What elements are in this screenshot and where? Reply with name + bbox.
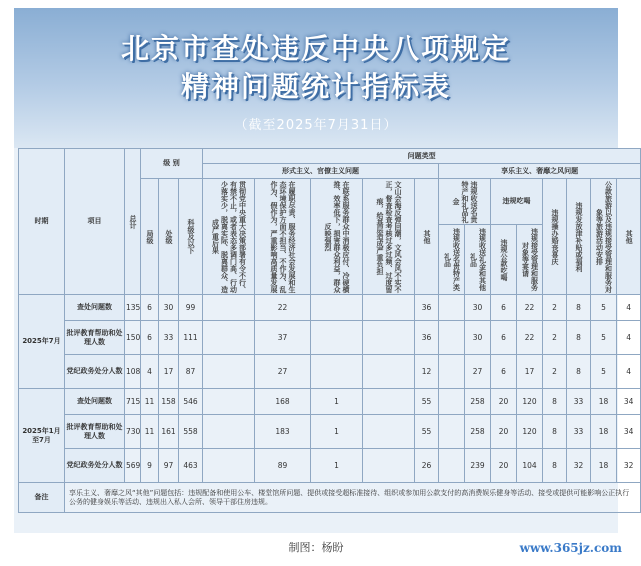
level-bureau-label: 局级	[146, 229, 154, 244]
formalism-col-2	[255, 179, 311, 295]
level-division-header	[159, 179, 179, 295]
data-cell: 258	[465, 415, 491, 449]
formalism-other	[415, 179, 439, 295]
note-text: 享乐主义、奢靡之风“其他”问题包括：违规配备和使用公车、楼堂馆所问题、提供或接受超标准接待、组织或参加用公款支付的高消费娱乐健身等活动、接受或提供可能影响公正执行公务的健身娱乐等活动、违规出入私人会所、领导干部住房违规。	[65, 483, 641, 513]
data-cell: 158	[159, 389, 179, 415]
row-item-label: 批评教育帮助和处理人数	[65, 415, 125, 449]
data-cell	[439, 415, 465, 449]
travel-header	[591, 179, 617, 295]
data-cell: 5	[591, 355, 617, 389]
data-cell: 8	[567, 295, 591, 321]
data-cell: 1	[311, 449, 363, 483]
row-item-label: 查处问题数	[65, 295, 125, 321]
formalism-col-1-label: 贯彻党中央重大决策部署有令不行、有禁不止，或者表态多调门高、行动少落实少，脱离实际、脱离群众、造成严重后果	[211, 180, 247, 293]
formalism-header: 形式主义、官僚主义问题	[203, 164, 439, 179]
data-cell: 2	[543, 321, 567, 355]
data-cell: 135	[125, 295, 141, 321]
data-cell	[439, 355, 465, 389]
data-cell	[363, 355, 415, 389]
data-cell: 17	[517, 355, 543, 389]
data-cell	[363, 295, 415, 321]
data-cell: 108	[125, 355, 141, 389]
credit-caption: 制图：杨盼	[288, 541, 344, 554]
hedonism-other	[617, 179, 641, 295]
data-cell	[439, 389, 465, 415]
data-cell	[203, 415, 255, 449]
data-cell: 87	[179, 355, 203, 389]
data-cell: 8	[543, 389, 567, 415]
data-cell: 32	[567, 449, 591, 483]
level-division-label: 处级	[165, 229, 173, 244]
data-cell: 5	[591, 321, 617, 355]
weddings-label: 违规操办婚丧喜庆	[551, 208, 560, 265]
data-cell: 8	[567, 355, 591, 389]
level-section-header	[179, 179, 203, 295]
table-row	[19, 415, 641, 449]
statistics-table	[18, 148, 641, 513]
allowance-label: 违规发放津补贴或福利	[575, 201, 584, 272]
banquet-col-2-label: 违规接受管理和服务对象等宴请	[521, 228, 539, 291]
data-cell: 558	[179, 415, 203, 449]
data-cell: 33	[159, 321, 179, 355]
table-row	[19, 389, 641, 415]
formalism-col-4	[363, 179, 415, 295]
note-row	[19, 483, 641, 513]
data-cell: 33	[567, 415, 591, 449]
data-cell: 6	[491, 321, 517, 355]
data-cell: 2	[543, 355, 567, 389]
data-cell: 18	[591, 415, 617, 449]
data-cell: 37	[255, 321, 311, 355]
hedonism-header: 享乐主义、奢靡之风问题	[439, 164, 641, 179]
data-cell: 32	[617, 449, 641, 483]
data-cell: 4	[141, 355, 159, 389]
total-header	[125, 149, 141, 295]
gifts-group-header	[439, 179, 491, 225]
formalism-col-4-label: 文山会海反弹回潮，文风会风不实不正，督查检查考核过多过频、过度留痕，给基层造成严重负担	[376, 180, 403, 293]
title-line-1: 北京市查处违反中央八项规定	[120, 32, 511, 65]
row-item-label: 查处问题数	[65, 389, 125, 415]
data-cell	[439, 321, 465, 355]
title-line-2: 精神问题统计指标表	[180, 70, 451, 103]
poster-header	[14, 8, 618, 148]
gift-col-2-label: 违规收送礼金和其他礼品	[469, 228, 487, 291]
data-cell: 120	[517, 415, 543, 449]
data-cell: 463	[179, 449, 203, 483]
data-cell: 55	[415, 389, 439, 415]
data-cell: 89	[255, 449, 311, 483]
data-cell: 715	[125, 389, 141, 415]
level-bureau-header	[141, 179, 159, 295]
data-cell	[439, 295, 465, 321]
gift-col-1-label: 违规收送名贵特产类礼品	[443, 228, 461, 291]
table-row	[19, 355, 641, 389]
data-cell: 30	[159, 295, 179, 321]
data-cell: 34	[617, 415, 641, 449]
data-cell: 20	[491, 415, 517, 449]
data-cell: 104	[517, 449, 543, 483]
level-section-label: 科级及以下	[187, 219, 196, 254]
data-cell: 12	[415, 355, 439, 389]
data-cell: 27	[255, 355, 311, 389]
data-cell: 9	[141, 449, 159, 483]
table-row	[19, 295, 641, 321]
data-cell: 6	[141, 321, 159, 355]
data-cell: 22	[517, 321, 543, 355]
formalism-col-2-label: 在履职尽责、服务经济社会发展和生态环境保护方面不担当、不作为、乱作为、假作为，严重影响高质量发展	[270, 180, 297, 293]
data-cell: 6	[491, 355, 517, 389]
data-cell	[363, 389, 415, 415]
data-cell: 97	[159, 449, 179, 483]
data-cell	[311, 295, 363, 321]
gifts-group-label: 违规收送名贵特产和礼品礼金	[452, 180, 479, 223]
data-cell: 34	[617, 389, 641, 415]
item-header: 项目	[65, 149, 125, 295]
data-cell	[363, 415, 415, 449]
data-cell: 20	[491, 449, 517, 483]
problem-type-header: 问题类型	[203, 149, 641, 164]
subtitle-date: （截至2025年7月31日）	[234, 118, 398, 133]
gift-col-2	[465, 225, 491, 295]
formalism-col-3-label: 在联系服务群众中消极应付、冷硬横推、效率低下，损害群众利益，群众反映强烈	[324, 180, 351, 293]
data-cell: 1	[311, 415, 363, 449]
data-cell: 150	[125, 321, 141, 355]
data-cell: 161	[159, 415, 179, 449]
data-cell: 2	[543, 295, 567, 321]
data-cell: 6	[491, 295, 517, 321]
formalism-other-label: 其他	[423, 229, 432, 244]
site-watermark: www.365jz.com	[519, 541, 622, 555]
data-cell: 27	[465, 355, 491, 389]
table-row	[19, 449, 641, 483]
data-cell: 33	[567, 389, 591, 415]
data-cell: 18	[591, 389, 617, 415]
banquet-col-1-label: 违规公款吃喝	[500, 238, 509, 281]
note-label: 备注	[19, 483, 65, 513]
data-cell: 111	[179, 321, 203, 355]
data-cell: 11	[141, 389, 159, 415]
data-cell: 546	[179, 389, 203, 415]
data-cell: 8	[543, 415, 567, 449]
data-cell: 17	[159, 355, 179, 389]
data-cell: 8	[567, 321, 591, 355]
formalism-col-1	[203, 179, 255, 295]
data-cell	[203, 389, 255, 415]
poster-title	[14, 8, 618, 106]
banquet-group-header: 违规吃喝	[491, 179, 543, 225]
data-cell	[363, 449, 415, 483]
data-cell	[203, 449, 255, 483]
data-cell	[439, 449, 465, 483]
data-cell: 258	[465, 389, 491, 415]
weddings-header	[543, 179, 567, 295]
data-cell: 569	[125, 449, 141, 483]
data-cell: 36	[415, 295, 439, 321]
data-cell: 1	[311, 389, 363, 415]
data-cell: 183	[255, 415, 311, 449]
data-cell: 22	[517, 295, 543, 321]
total-header-label: 总计	[129, 214, 137, 229]
data-cell: 30	[465, 295, 491, 321]
period-header: 时期	[19, 149, 65, 295]
data-cell: 99	[179, 295, 203, 321]
infographic-poster	[14, 8, 634, 533]
data-cell: 4	[617, 295, 641, 321]
travel-label: 公款旅游以及违规接受管理和服务对象等旅游活动安排	[595, 180, 613, 293]
data-cell: 22	[255, 295, 311, 321]
data-cell: 18	[591, 449, 617, 483]
row-item-label: 党纪政务处分人数	[65, 449, 125, 483]
data-cell: 168	[255, 389, 311, 415]
level-header: 级 别	[141, 149, 203, 179]
banquet-col-2	[517, 225, 543, 295]
data-cell: 730	[125, 415, 141, 449]
data-cell: 36	[415, 321, 439, 355]
data-cell: 239	[465, 449, 491, 483]
data-cell	[203, 355, 255, 389]
data-cell: 11	[141, 415, 159, 449]
data-cell	[363, 321, 415, 355]
data-cell	[203, 321, 255, 355]
data-cell: 5	[591, 295, 617, 321]
data-cell	[311, 321, 363, 355]
row-item-label: 党纪政务处分人数	[65, 355, 125, 389]
data-cell: 20	[491, 389, 517, 415]
data-cell	[311, 355, 363, 389]
banquet-col-1	[491, 225, 517, 295]
data-cell: 8	[543, 449, 567, 483]
formalism-col-3	[311, 179, 363, 295]
period-cell-2: 2025年1月至7月	[19, 389, 65, 483]
gift-col-1	[439, 225, 465, 295]
data-cell: 4	[617, 321, 641, 355]
data-cell: 6	[141, 295, 159, 321]
table-row	[19, 321, 641, 355]
data-cell: 30	[465, 321, 491, 355]
header-row-1	[19, 149, 641, 164]
data-cell	[203, 295, 255, 321]
data-cell: 26	[415, 449, 439, 483]
data-cell: 4	[617, 355, 641, 389]
allowance-header	[567, 179, 591, 295]
data-cell: 55	[415, 415, 439, 449]
data-cell: 120	[517, 389, 543, 415]
hedonism-other-label: 其他	[625, 229, 634, 244]
period-cell-1: 2025年7月	[19, 295, 65, 389]
row-item-label: 批评教育帮助和处理人数	[65, 321, 125, 355]
